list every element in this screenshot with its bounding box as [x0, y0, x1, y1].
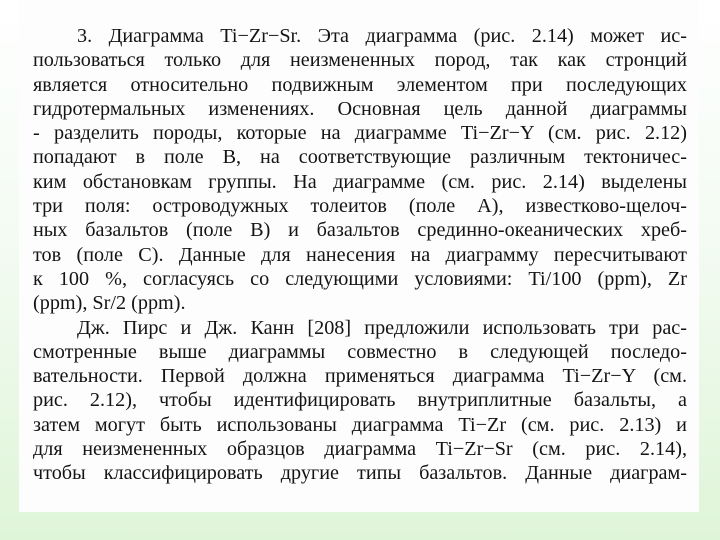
text-line: 3. Диаграмма Ti−Zr−Sr. Эта диаграмма (рис. 2.14) может ис-	[77, 25, 687, 47]
paragraph-2	[33, 316, 687, 486]
text-line: является относительно подвижным элементом при последующих	[33, 73, 687, 96]
paragraph-1	[33, 24, 687, 316]
text-line: чтобы классифицировать другие типы базальтов. Данные диаграм-	[33, 462, 687, 485]
text-line: вательности. Первой должна применяться диаграмма Ti−Zr−Y (см.	[33, 365, 687, 388]
text-line: (ppm), Sr/2 (ppm).	[33, 292, 186, 315]
text-line: затем могут быть использованы диаграмма Ti−Zr (см. рис. 2.13) и	[33, 413, 687, 436]
scanned-page	[19, 0, 699, 512]
text-line: ных базальтов (поле B) и базальтов срединно-океанических хреб-	[33, 219, 687, 242]
text-line: гидротермальных изменениях. Основная цель данной диаграммы	[33, 97, 687, 120]
text-line: смотренные выше диаграммы совместно в следующей последо-	[33, 340, 687, 363]
text-line: пользоваться только для неизмененных пород, так как стронций	[33, 49, 687, 72]
text-line: рис. 2.12), чтобы идентифицировать внутриплитные базальты, а	[33, 389, 687, 412]
text-line: к 100 %, согласуясь со следующими условиями: Ti/100 (ppm), Zr	[33, 267, 687, 290]
text-line: Дж. Пирс и Дж. Канн [208] предложили использовать три рас-	[77, 316, 687, 339]
text-line: ким обстановкам группы. На диаграмме (см. рис. 2.14) выделены	[33, 170, 687, 193]
text-line: для неизмененных образцов диаграмма Ti−Zr−Sr (см. рис. 2.14),	[33, 438, 687, 461]
text-line: попадают в поле B, на соответствующие различным тектоничес-	[33, 146, 687, 169]
text-line: тов (поле C). Данные для нанесения на диаграмму пересчитывают	[33, 243, 687, 266]
text-line: - разделить породы, которые на диаграмме Ti−Zr−Y (см. рис. 2.12)	[33, 122, 687, 145]
text-line: три поля: островодужных толеитов (поле A), известково-щелоч-	[33, 195, 687, 218]
